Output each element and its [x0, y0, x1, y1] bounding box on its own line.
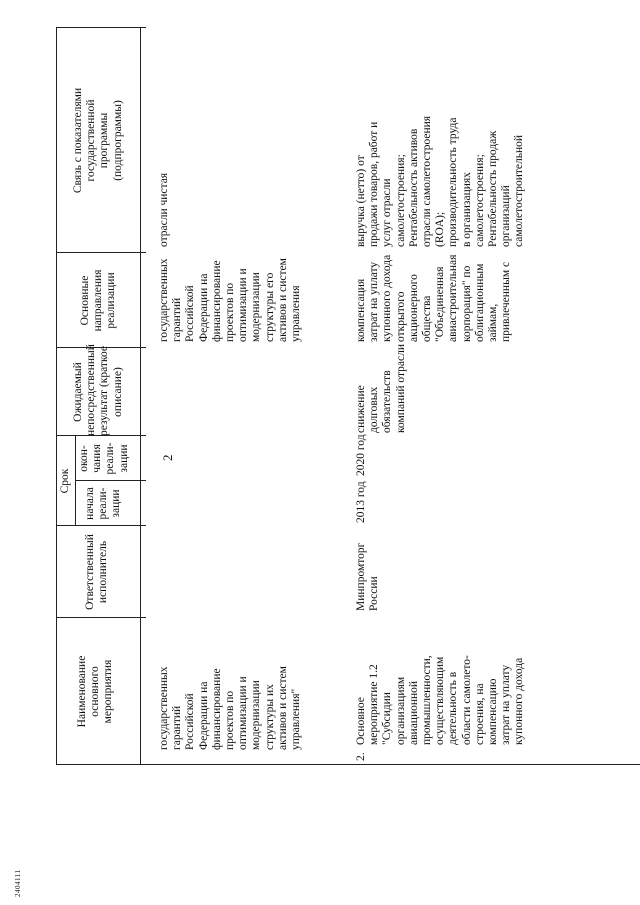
table-left-border: [56, 764, 640, 765]
header-bottom-line: [140, 28, 141, 765]
row2-number: 2.: [355, 752, 367, 761]
row1-directions: государственных гарантий Российской Федерации на финансирование проектов по оптимизации и модернизации структуры его активов и систем управления: [158, 258, 303, 342]
row2-name: Основное мероприятие 1.2 "Субсидии организациям авиационной промышленности, осуществляющим деятельность в области самолето- строения, на компенсацию затрат на уплату купонного дохода: [355, 655, 526, 745]
row1-link: отрасли чистая: [158, 172, 170, 247]
row2-result: снижение долговых обязательств компаний отрасли: [355, 343, 407, 433]
row2-end: 2020 год: [355, 434, 367, 476]
row2-directions: компенсация затрат на уплату купонного дохода открытого акционерного общества "Объединенная авиастроительная корпорация" по облигационным займам, привлеченным с: [355, 254, 513, 342]
row2-link: выручка (нетто) от продажи товаров, работ и услуг отрасли самолетостроения; Рентабельность активов отрасли самолетостроения (ROA); производительность труда в организациях самолетостроения; Рентабельность продаж организаций самолетостроительной: [355, 115, 526, 247]
header-link: Связь с показателями государственной программы (подпрограммы): [72, 87, 124, 194]
header-term: Срок: [59, 468, 71, 494]
table-top-border: [56, 28, 57, 765]
row2-executor: Минпромторг России: [355, 542, 381, 611]
page-number: 2: [160, 454, 175, 461]
header-result: Ожидаемый непосредственный результат (краткое описание): [72, 344, 124, 436]
row2-start: 2013 год: [355, 481, 367, 523]
header-end: окон- чания реали- зации: [78, 442, 130, 475]
row1-name: государственных гарантий Российской Федерации на финансирование проектов по оптимизации и модернизации структуры их активов и систем управления": [158, 666, 303, 750]
term-subheader-line: [75, 436, 76, 526]
header-start: начала реали- зации: [84, 487, 123, 520]
header-directions: Основные направления реализации: [79, 269, 118, 332]
document-code: 2404111: [14, 869, 22, 897]
header-executor: Ответственный исполнитель: [84, 534, 110, 610]
header-name: Наименование основного мероприятия: [76, 655, 115, 728]
